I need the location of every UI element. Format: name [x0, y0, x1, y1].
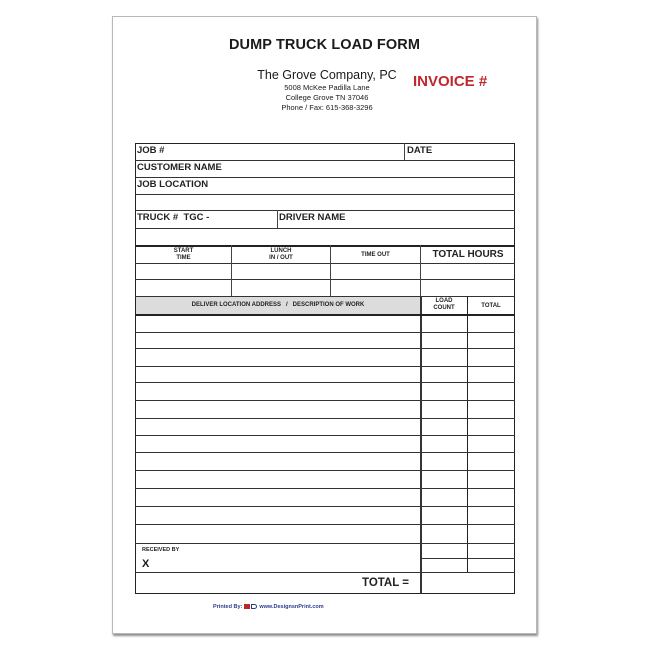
job-number-label: JOB #: [137, 145, 165, 156]
start-time-input-1[interactable]: [136, 264, 231, 279]
time-out-input-2[interactable]: [331, 280, 420, 296]
invoice-number-label: INVOICE #: [413, 73, 488, 90]
total-hours-header: TOTAL HOURS: [432, 249, 504, 260]
work-row-description[interactable]: [136, 333, 420, 348]
form-title: DUMP TRUCK LOAD FORM: [228, 37, 421, 53]
date-label: DATE: [407, 145, 433, 156]
work-row-description[interactable]: [136, 436, 420, 452]
lunch-input-2[interactable]: [232, 280, 330, 296]
driver-name-line2-field[interactable]: [136, 229, 514, 245]
company-name: The Grove Company, PC: [257, 68, 397, 82]
start-time-header: START TIME: [173, 248, 194, 261]
total-hours-input-1[interactable]: [421, 264, 514, 279]
start-time-input-2[interactable]: [136, 280, 231, 296]
truck-number-field[interactable]: [136, 211, 277, 228]
work-row-description[interactable]: [136, 471, 420, 488]
work-row-description[interactable]: [136, 525, 420, 543]
driver-name-field[interactable]: [278, 211, 514, 228]
customer-name-field[interactable]: [136, 161, 514, 177]
total-column-header: TOTAL: [481, 303, 501, 309]
truck-number-label: TRUCK # TGC -: [137, 212, 210, 223]
printer-url: www.DesignsnPrint.com: [259, 604, 324, 610]
company-address-line2: College Grove TN 37046: [285, 93, 369, 102]
company-phone: Phone / Fax: 615-368-3296: [281, 103, 373, 112]
received-by-label: RECEIVED BY: [142, 547, 180, 553]
work-row-description[interactable]: [136, 489, 420, 506]
work-row-description[interactable]: [136, 401, 420, 418]
work-row-description[interactable]: [136, 349, 420, 366]
work-row-description[interactable]: [136, 453, 420, 470]
work-row-description[interactable]: [136, 367, 420, 382]
work-row-description[interactable]: [136, 419, 420, 435]
company-address-line1: 5008 McKee Padilla Lane: [284, 83, 370, 92]
work-row-description[interactable]: [136, 315, 420, 332]
signature-x-mark: X: [142, 558, 150, 570]
job-location-label: JOB LOCATION: [137, 179, 209, 190]
grand-total-field[interactable]: [421, 573, 514, 593]
date-field[interactable]: [405, 144, 514, 160]
printer-logo-icon: [244, 604, 250, 609]
description-header: DELIVER LOCATION ADDRESS / DESCRIPTION OF WORK: [191, 302, 365, 308]
printer-logo-icon: [251, 604, 257, 609]
driver-name-label: DRIVER NAME: [279, 212, 346, 223]
load-count-header: LOAD COUNT: [433, 298, 455, 311]
job-location-field[interactable]: [136, 178, 514, 194]
grand-total-label: TOTAL =: [362, 577, 409, 589]
job-location-line2-field[interactable]: [136, 195, 514, 210]
job-number-field[interactable]: [136, 144, 404, 160]
time-out-input-1[interactable]: [331, 264, 420, 279]
printed-by-credit: Printed By: www.DesignsnPrint.com: [213, 604, 324, 610]
time-out-header: TIME OUT: [361, 252, 390, 258]
received-by-signature-field[interactable]: [136, 544, 420, 572]
work-row-description[interactable]: [136, 507, 420, 524]
customer-name-label: CUSTOMER NAME: [137, 162, 222, 173]
lunch-input-1[interactable]: [232, 264, 330, 279]
total-hours-input-2[interactable]: [421, 280, 514, 296]
work-row-description[interactable]: [136, 383, 420, 400]
lunch-header: LUNCH IN / OUT: [269, 248, 293, 261]
